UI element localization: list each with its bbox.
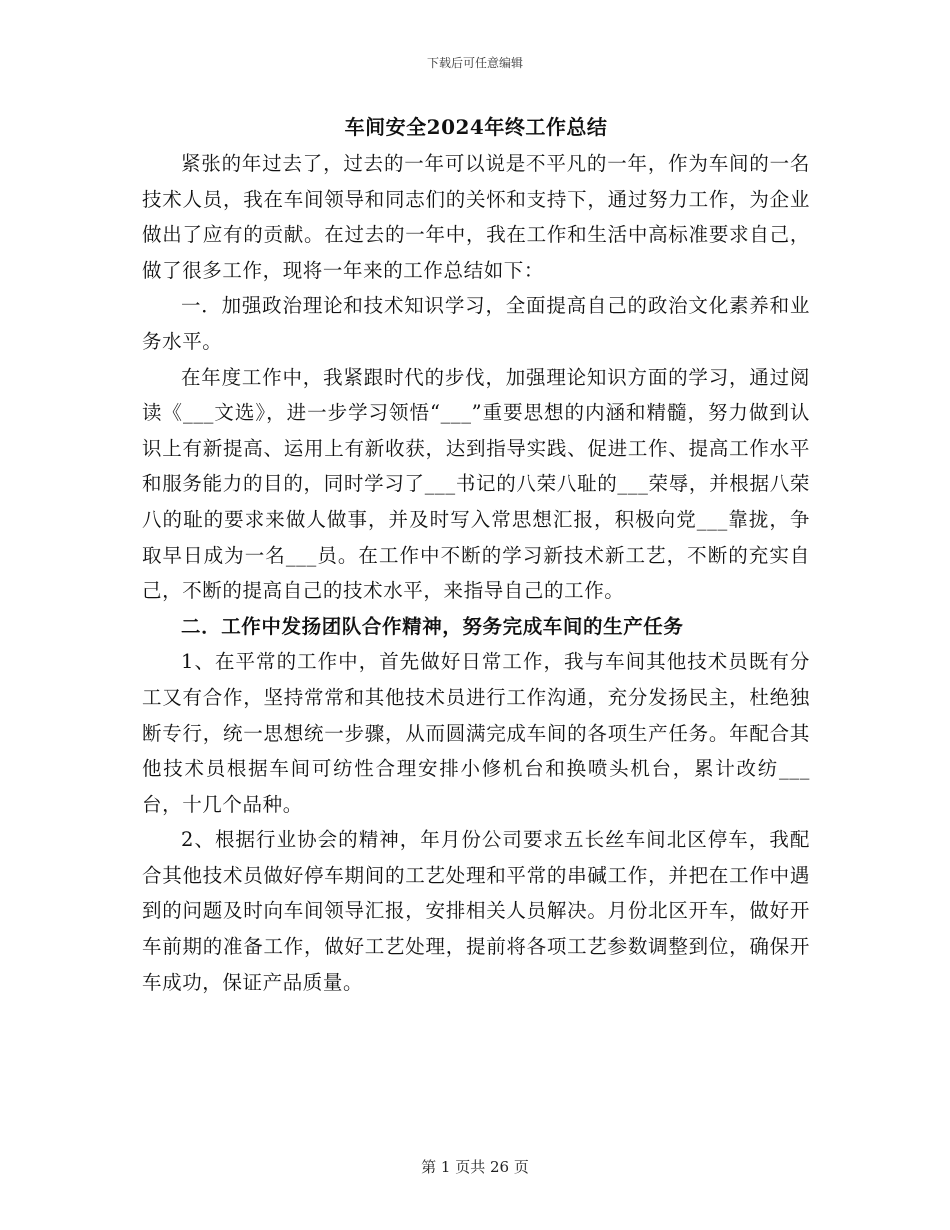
paragraph-item-1: 1、在平常的工作中，首先做好日常工作，我与车间其他技术员既有分工又有合作，坚持常常和其他技术员进行工作沟通，充分发扬民主，杜绝独断专行，统一思想统一步骤，从而圆满完成车间的各项生产任务。年配合其他技术员根据车间可纺性合理安排小修机台和换喷头机台，累计改纺___台，十几个品种。 (142, 650, 810, 816)
section-heading-1: 一．加强政治理论和技术知识学习，全面提高自己的政治文化素养和业务水平。 (142, 294, 810, 353)
header-note: 下载后可任意编辑 (426, 56, 523, 70)
document-body (142, 110, 810, 1000)
document-title: 车间安全2024年终工作总结 (344, 115, 608, 139)
page-footer: 第 1 页共 26 页 (421, 1158, 529, 1176)
paragraph-study: 在年度工作中，我紧跟时代的步伐，加强理论知识方面的学习，通过阅读《___文选》，进一步学习领悟“___”重要思想的内涵和精髓，努力做到认识上有新提高、运用上有新收获，达到指导实践、促进工作、提高工作水平和服务能力的目的，同时学习了___书记的八荣八耻的___荣辱，并根据八荣八的耻的要求来做人做事，并及时写入常思想汇报，积极向党___靠拢，争取早日成为一名___员。在工作中不断的学习新技术新工艺，不断的充实自己，不断的提高自己的技术水平，来指导自己的工作。 (142, 365, 810, 603)
section-heading-2: 二．工作中发扬团队合作精神，努务完成车间的生产任务 (181, 614, 684, 638)
paragraph-item-2: 2、根据行业协会的精神，年月份公司要求五长丝车间北区停车，我配合其他技术员做好停车期间的工艺处理和平常的串碱工作，并把在工作中遇到的问题及时向车间领导汇报，安排相关人员解决。月份北区开车，做好开车前期的准备工作，做好工艺处理，提前将各项工艺参数调整到位，确保开车成功，保证产品质量。 (142, 828, 810, 994)
paragraph-intro: 紧张的年过去了，过去的一年可以说是不平凡的一年，作为车间的一名技术人员，我在车间领导和同志们的关怀和支持下，通过努力工作，为企业做出了应有的贡献。在过去的一年中，我在工作和生活中高标准要求自己，做了很多工作，现将一年来的工作总结如下： (142, 152, 810, 282)
